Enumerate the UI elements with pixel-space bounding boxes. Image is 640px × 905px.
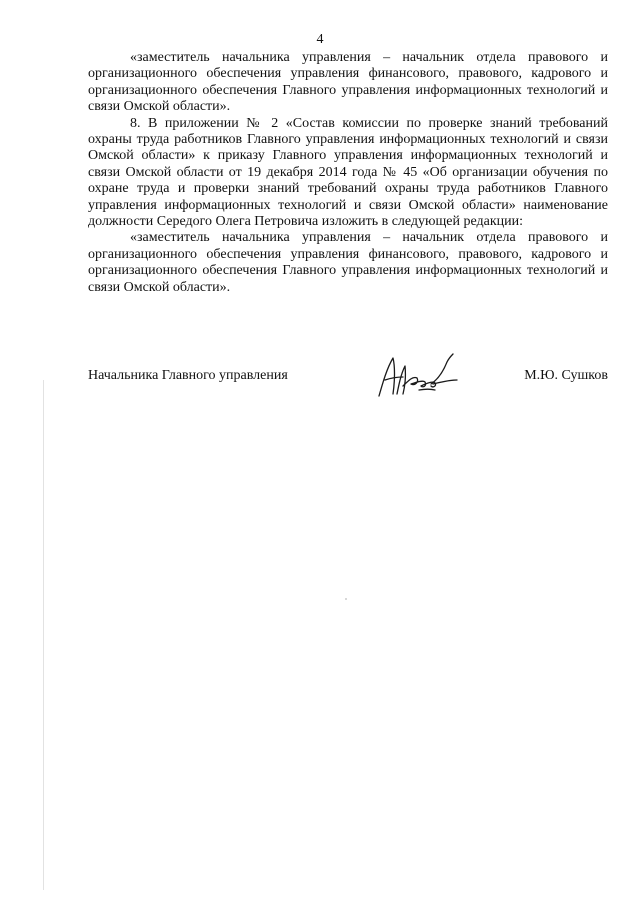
- scan-speck: [345, 598, 347, 600]
- paragraph-replacement-text-2: «заместитель начальника управления – начальник отдела правового и организационного обеспечения управления финансового, правового, кадрового и организационного обеспечения Главного управления информационных технологий и связи Омской области».: [88, 230, 608, 295]
- scan-edge-line: [43, 380, 44, 890]
- signatory-title: Начальника Главного управления: [88, 368, 288, 383]
- paragraph-item-8: 8. В приложении № 2 «Состав комиссии по проверке знаний требований охраны труда работников Главного управления информационных технологий и связи Омской области» к приказу Главного управления информационных технологий и связи Омской области от 19 декабря 2014 года № 45 «Об организации обучения по охране труда и проверки знаний требований охраны труда работников Главного управления информационных технологий и связи Омской области» наименование должности Середого Олега Петровича изложить в следующей редакции:: [88, 115, 608, 230]
- paragraph-replacement-text-1: «заместитель начальника управления – начальник отдела правового и организационного обеспечения управления финансового, правового, кадрового и организационного обеспечения Главного управления информационных технологий и связи Омской области».: [88, 50, 608, 115]
- handwritten-signature: [373, 350, 463, 402]
- signatory-name: М.Ю. Сушков: [524, 368, 608, 383]
- signature-block: [88, 356, 608, 416]
- page-number: 4: [316, 32, 324, 47]
- document-body: [88, 50, 608, 296]
